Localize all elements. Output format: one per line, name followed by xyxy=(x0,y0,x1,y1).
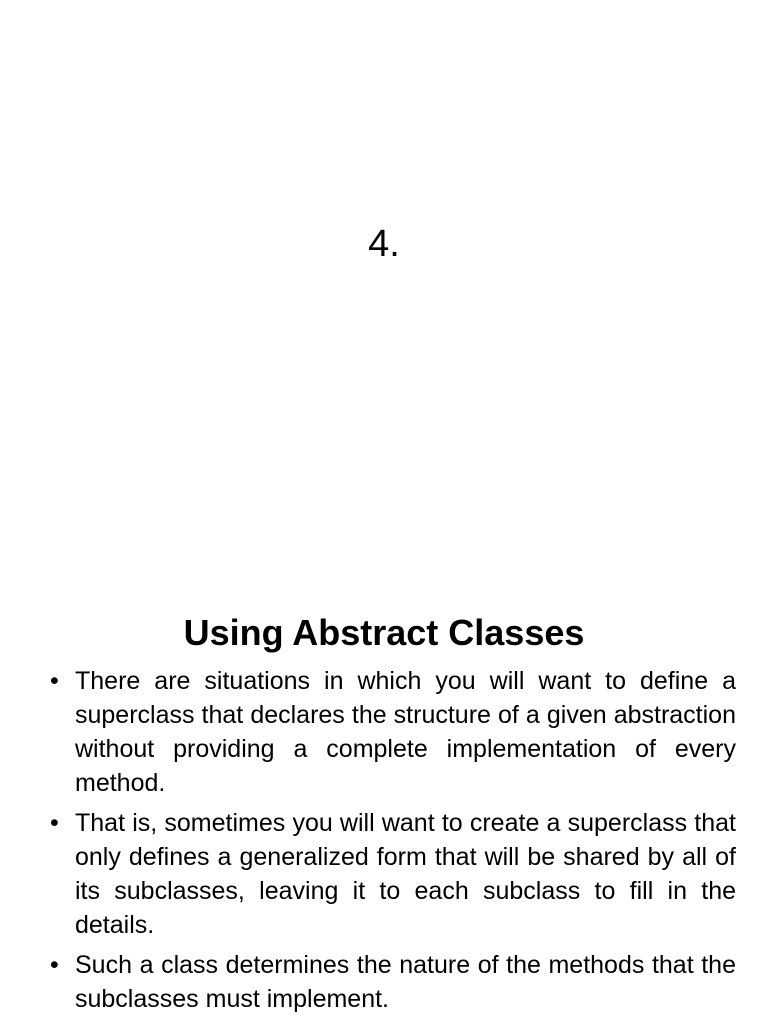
bullet-text: Such a class determines the nature of the methods that the subclasses must implement. xyxy=(75,951,736,1013)
bullet-item xyxy=(48,948,736,1016)
bullet-item xyxy=(48,664,736,800)
slide-number: 4. xyxy=(368,223,400,265)
bullet-text: That is, sometimes you will want to create a superclass that only defines a generalized form that will be shared by all of its subclasses, leaving it to each subclass to fill in the details. xyxy=(75,809,736,939)
bullet-list xyxy=(48,664,736,1022)
bullet-dot-icon: • xyxy=(50,951,59,979)
bullet-item xyxy=(48,806,736,942)
bullet-text: There are situations in which you will want to define a superclass that declares the structure of a given abstraction without providing a complete implementation of every method. xyxy=(75,667,736,797)
bullet-dot-icon: • xyxy=(50,667,59,695)
bullet-dot-icon: • xyxy=(50,809,59,837)
slide-title: Using Abstract Classes xyxy=(183,612,585,653)
